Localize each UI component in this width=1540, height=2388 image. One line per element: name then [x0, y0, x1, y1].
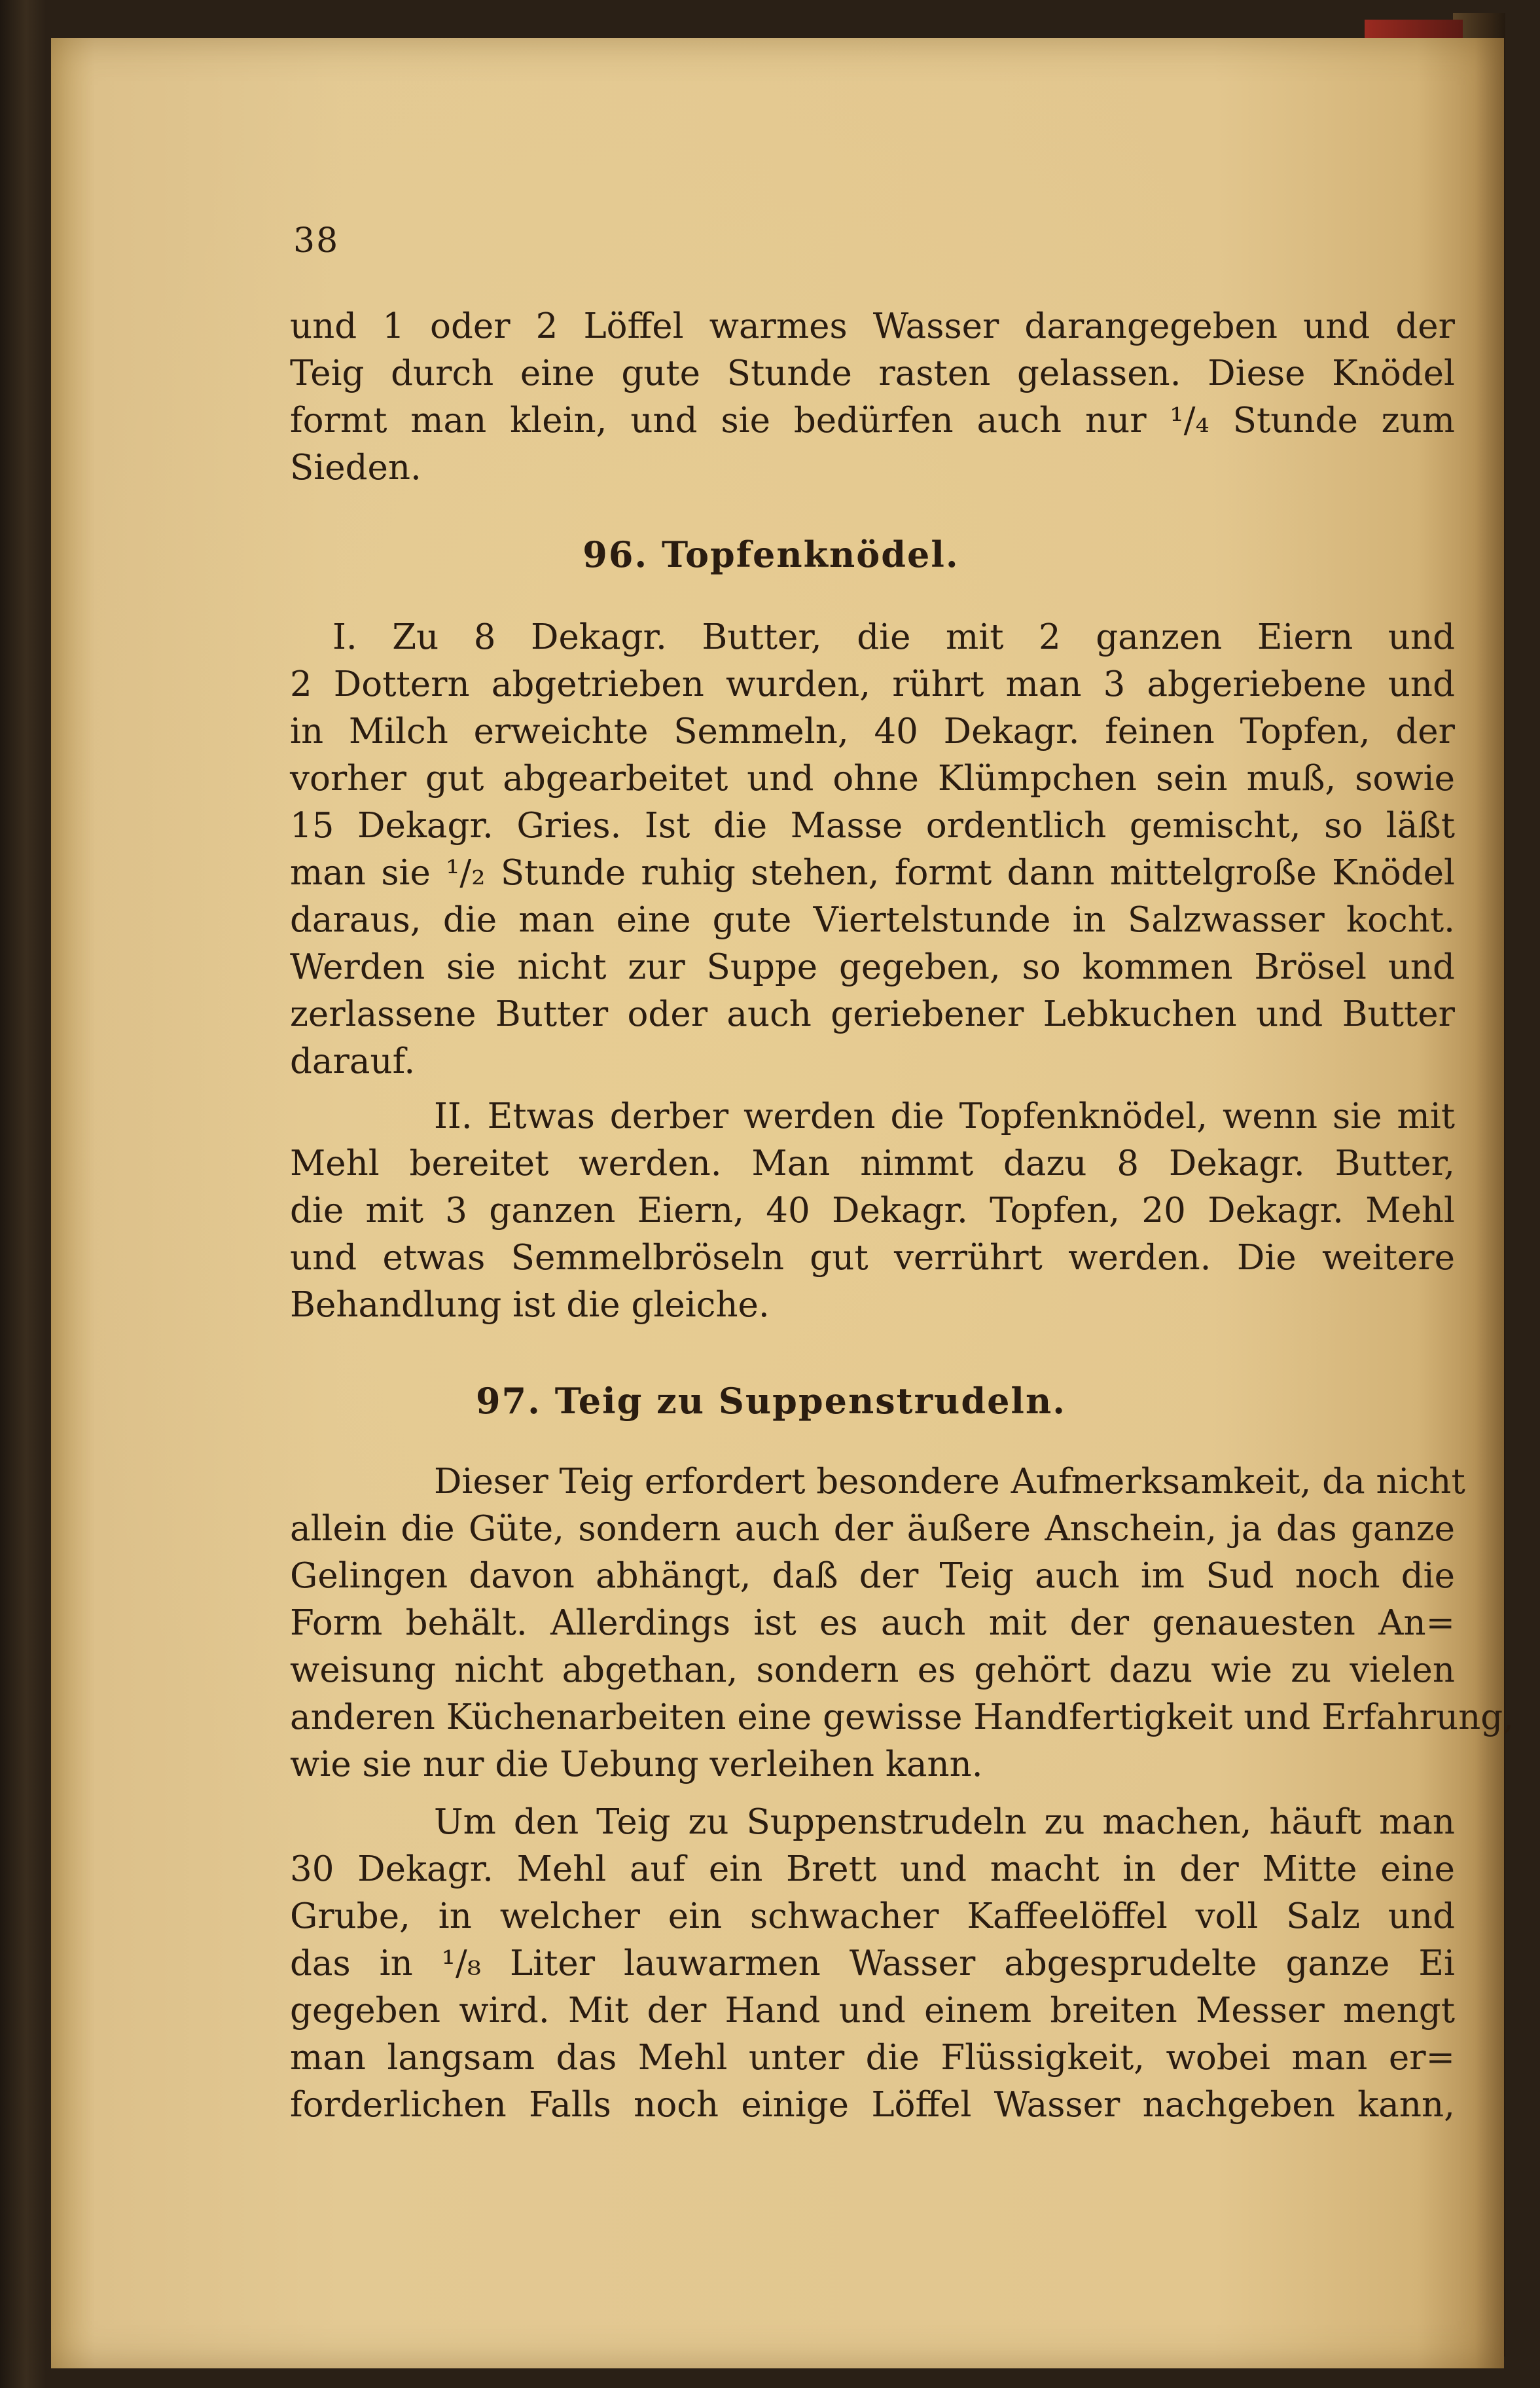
text-line: forderlichen Falls noch einige Löffel Wasser nachgeben kann,	[290, 2085, 1455, 2125]
text-line: II. Etwas derber werden die Topfenknödel, wenn sie mit	[434, 1096, 1455, 1136]
text-line: daraus, die man eine gute Viertelstunde in Salzwasser kocht.	[290, 900, 1455, 940]
text-line: und etwas Semmelbröseln gut verrührt werden. Die weitere	[290, 1238, 1455, 1278]
text-line: I. Zu 8 Dekagr. Butter, die mit 2 ganzen Eiern und	[332, 617, 1455, 657]
text-line: weisung nicht abgethan, sondern es gehört dazu wie zu vielen	[290, 1650, 1455, 1690]
text-line: man langsam das Mehl unter die Flüssigkeit, wobei man er=	[290, 2038, 1455, 2078]
recipe-96-heading: 96. Topfenknödel.	[582, 534, 959, 575]
text-line: Gelingen davon abhängt, daß der Teig auch im Sud noch die	[290, 1556, 1455, 1596]
text-line: und 1 oder 2 Löffel warmes Wasser darangegeben und der	[290, 306, 1455, 346]
text-line: 2 Dottern abgetrieben wurden, rührt man 3 abgeriebene und	[290, 664, 1455, 704]
text-line: vorher gut abgearbeitet und ohne Klümpchen sein muß, sowie	[290, 759, 1455, 799]
text-line: Mehl bereitet werden. Man nimmt dazu 8 Dekagr. Butter,	[290, 1144, 1455, 1184]
text-line: darauf.	[290, 1041, 416, 1081]
text-line: die mit 3 ganzen Eiern, 40 Dekagr. Topfen, 20 Dekagr. Mehl	[290, 1191, 1455, 1231]
text-line: Werden sie nicht zur Suppe gegeben, so kommen Brösel und	[290, 947, 1455, 987]
text-line: in Milch erweichte Semmeln, 40 Dekagr. feinen Topfen, der	[290, 712, 1455, 751]
text-line: Grube, in welcher ein schwacher Kaffeelöffel voll Salz und	[290, 1896, 1455, 1936]
text-line: man sie ¹/₂ Stunde ruhig stehen, formt dann mittelgroße Knödel	[290, 853, 1455, 893]
text-line: Sieden.	[290, 448, 421, 488]
book-page	[51, 38, 1514, 2368]
page-number: 38	[293, 221, 340, 261]
text-line: 15 Dekagr. Gries. Ist die Masse ordentlich gemischt, so läßt	[290, 806, 1455, 846]
text-line: formt man klein, und sie bedürfen auch nur ¹/₄ Stunde zum	[290, 401, 1455, 441]
text-line: Form behält. Allerdings ist es auch mit der genauesten An=	[290, 1603, 1455, 1643]
page-content	[51, 38, 1514, 2368]
text-line: Behandlung ist die gleiche.	[290, 1285, 770, 1325]
text-line: Teig durch eine gute Stunde rasten gelassen. Diese Knödel	[290, 353, 1455, 393]
text-line: wie sie nur die Uebung verleihen kann.	[290, 1745, 983, 1784]
text-line: zerlassene Butter oder auch geriebener Lebkuchen und Butter	[290, 994, 1455, 1034]
text-line: das in ¹/₈ Liter lauwarmen Wasser abgesprudelte ganze Ei	[290, 1944, 1455, 1983]
text-line: allein die Güte, sondern auch der äußere Anschein, ja das ganze	[290, 1509, 1455, 1549]
text-line: gegeben wird. Mit der Hand und einem breiten Messer mengt	[290, 1991, 1455, 2031]
recipe-97-heading: 97. Teig zu Suppenstrudeln.	[475, 1380, 1067, 1422]
text-line: Dieser Teig erfordert besondere Aufmerksamkeit, da nicht	[434, 1462, 1465, 1502]
text-line: Um den Teig zu Suppenstrudeln zu machen, häuft man	[434, 1802, 1455, 1842]
text-line: anderen Küchenarbeiten eine gewisse Handfertigkeit und Erfahrung,	[290, 1697, 1514, 1737]
text-line: 30 Dekagr. Mehl auf ein Brett und macht in der Mitte eine	[290, 1849, 1455, 1889]
